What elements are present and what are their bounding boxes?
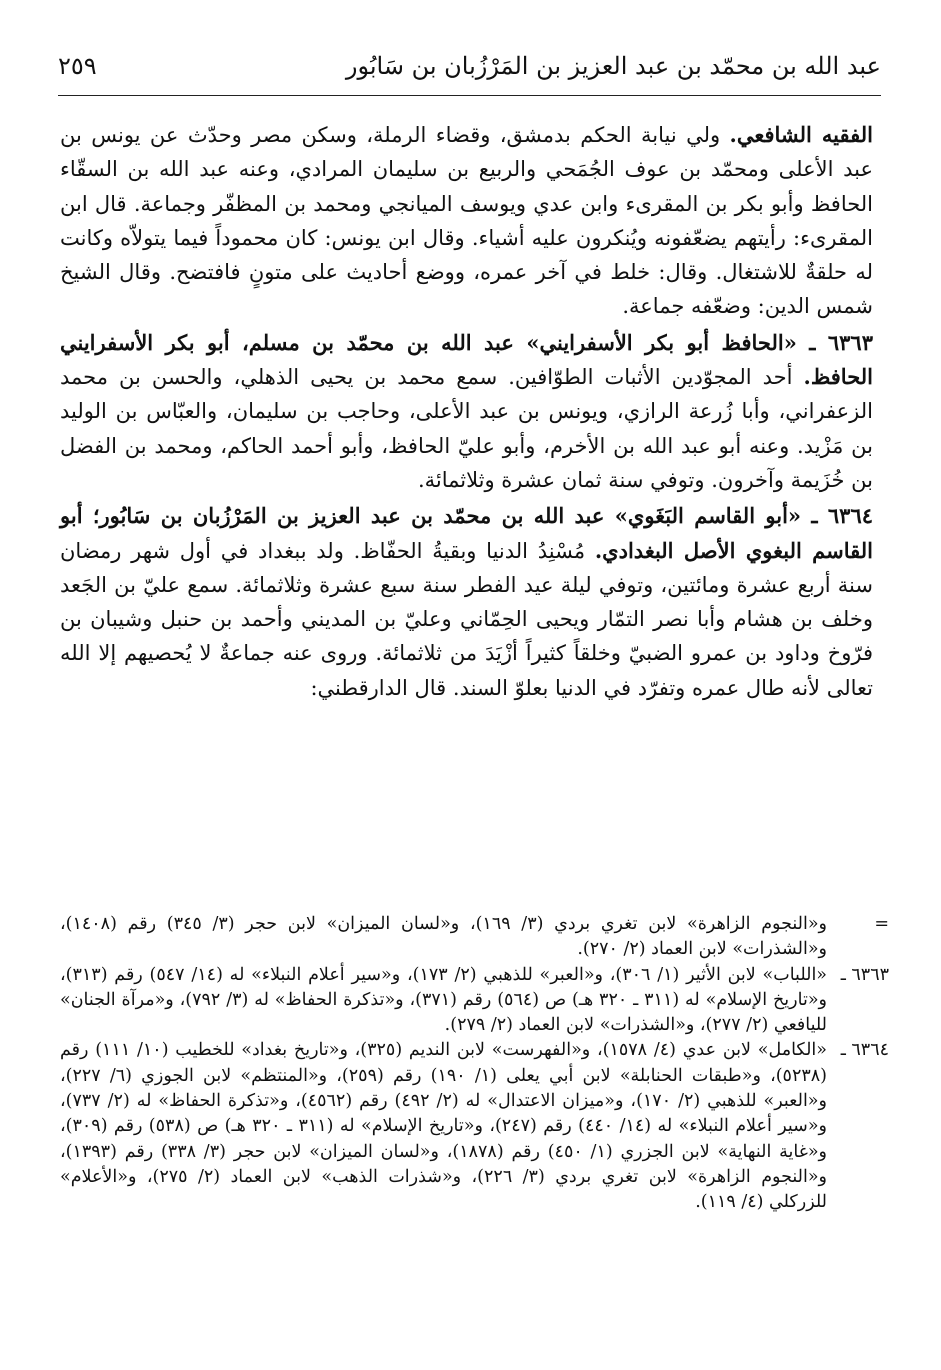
entry-text: مُسْنِدُ الدنيا وبقيةُ الحفّاظ. ولد ببغداد في أول شهر رمضان سنة أربع عشرة ومائتين، وتوفي ليلة عيد الفطر سنة سبع عشرة وثلاثمائة. سمع عليّ بن الجَعد وخلف بن هشام وأبا نصر التمّار ويحيى الحِمّاني وعليّ بن المديني وأحمد بن حنبل وشيبان بن فرّوخ وداود بن عمرو الضبيّ وخلقاً كثيراً أزْيَدَ من ثلاثمائة. وروى عنه جماعةٌ لا يُحصيهم إلا الله تعالى لأنه طال عمره وتفرّد في الدنيا بعلوّ السند. قال الدارقطني: <box>60 538 873 700</box>
continued-biography <box>60 118 873 324</box>
entry-separator: ـ <box>801 503 828 529</box>
footnote-text: «اللباب» لابن الأثير (١/ ٣٠٦)، و«العبر» للذهبي (٢/ ١٧٣)، و«سير أعلام النبلاء» له (١٤/ ٥٤٧) رقم (٣١٣)، و«تاريخ الإسلام» له (٣١١ ـ ٣٢٠ هـ) ص (٥٦٤) رقم (٣٧١)، و«تذكرة الحفاظ» له (٣/ ٧٩٢)، و«مرآة الجنان» لليافعي (٢/ ٢٧٧)، و«الشذرات» لابن العماد (٢/ ٢٧٩). <box>60 964 828 1036</box>
footnote-text: «الكامل» لابن عدي (٤/ ١٥٧٨)، و«الفهرست» لابن النديم (٣٢٥)، و«تاريخ بغداد» للخطيب (١٠/ ١١١) رقم (٥٢٣٨)، و«طبقات الحنابلة» لابن أبي يعلى (١/ ١٩٠) رقم (٢٥٩)، و«المنتظم» لابن الجوزي (٦/ ٢٢٧)، و«العبر» للذهبي (٢/ ١٧٠)، و«ميزان الاعتدال» له (٢/ ٤٩٢) رقم (٤٥٦٢)، و«تذكرة الحفاظ» له (٢/ ٧٣٧)، و«سير أعلام النبلاء» له (١٤/ ٤٤٠) رقم (٢٤٧)، و«تاريخ الإسلام» له (٣١١ ـ ٣٢٠ هـ) ص (٥٣٨) رقم (٣٠٩)، و«غاية النهاية» لابن الجزري (١/ ٤٥٠) رقم (١٨٧٨)، و«لسان الميزان» لابن حجر (٣/ ٣٣٨) رقم (١٣٩٣)، و«النجوم الزاهرة» لابن تغري بردي (٣/ ٢٢٦)، و«شذرات الذهب» لابن العماد (٢/ ٢٧٥)، و«الأعلام» للزركلي (٤/ ١١٩). <box>60 1040 828 1213</box>
footnotes <box>60 912 889 1216</box>
entry-heading: «الحافظ أبو بكر الأسفرايني» عبد الله بن محمّد بن مسلم، أبو بكر الأسفرايني الحافظ. <box>60 329 873 390</box>
running-title: عبد الله بن محمّد بن عبد العزيز بن المَرْزُبان بن سَابُور <box>345 52 881 80</box>
running-header <box>58 44 881 96</box>
main-text <box>60 118 873 705</box>
entry-6363 <box>60 326 873 497</box>
entry-heading: «أبو القاسم البَغَوي» عبد الله بن محمّد بن عبد العزيز بن المَرْزُبان بن سَابُور؛ أبو القاسم البغوي الأصل البغدادي. <box>60 503 874 563</box>
page-number: ٢٥٩ <box>58 52 97 80</box>
continued-text: ولي نيابة الحكم بدمشق، وقضاء الرملة، وسكن مصر وحدّث عن يونس بن عبد الأعلى ومحمّد بن عوف الجُمَحي والربيع بن سليمان المرادي، وعنه عبد الله بن السقّاء الحافظ وأبو بكر بن المقرىء وابن عدي ويوسف الميانجي ومحمد بن المظفّر وجماعة. قال ابن المقرىء: رأيتهم يضعّفونه ويُنكرون عليه أشياء. وقال ابن يونس: كان محموداً فيما يتولاّه وكانت له حلقةٌ للاشتغال. وقال: خلط في آخر عمره، ووضع أحاديث على متونٍ فافتضح. وقال الشيخ شمس الدين: وضعّفه جماعة. <box>60 123 873 319</box>
header-rule <box>58 95 881 96</box>
footnote-marker: = <box>874 914 889 934</box>
entry-6364 <box>60 499 873 705</box>
footnote <box>60 963 889 1039</box>
entry-separator: ـ <box>796 329 828 355</box>
entry-number: ٦٣٦٤ <box>827 503 874 529</box>
footnote <box>60 1038 889 1215</box>
continued-bold-lead: الفقيه الشافعي. <box>729 122 873 147</box>
footnote-marker: ٦٣٦٣ ـ <box>840 964 889 985</box>
footnote-marker: ٦٣٦٤ ـ <box>840 1040 889 1061</box>
entry-text: أحد المجوّدين الأثبات الطوّافين. سمع محمد بن يحيى الذهلي، والحسن بن محمد الزعفراني، وأبا زُرعة الرازي، ويونس بن عبد الأعلى، وحاجب بن سليمان، والعبّاس بن الوليد بن مَزْيد. وعنه أبو عبد الله بن الأخرم، وأبو عليّ الحافظ، وأبو أحمد الحاكم، ومحمد بن الفضل بن خُزَيمة وآخرون. وتوفي سنة ثمان عشرة وثلاثمائة. <box>60 365 873 492</box>
footnote-text: و«النجوم الزاهرة» لابن تغري بردي (٣/ ١٦٩)، و«لسان الميزان» لابن حجر (٣/ ٣٤٥) رقم (١٤٠٨)، و«الشذرات» لابن العماد (٢/ ٢٧٠). <box>60 914 828 960</box>
footnote <box>60 912 889 963</box>
entry-number: ٦٣٦٣ <box>827 329 873 355</box>
